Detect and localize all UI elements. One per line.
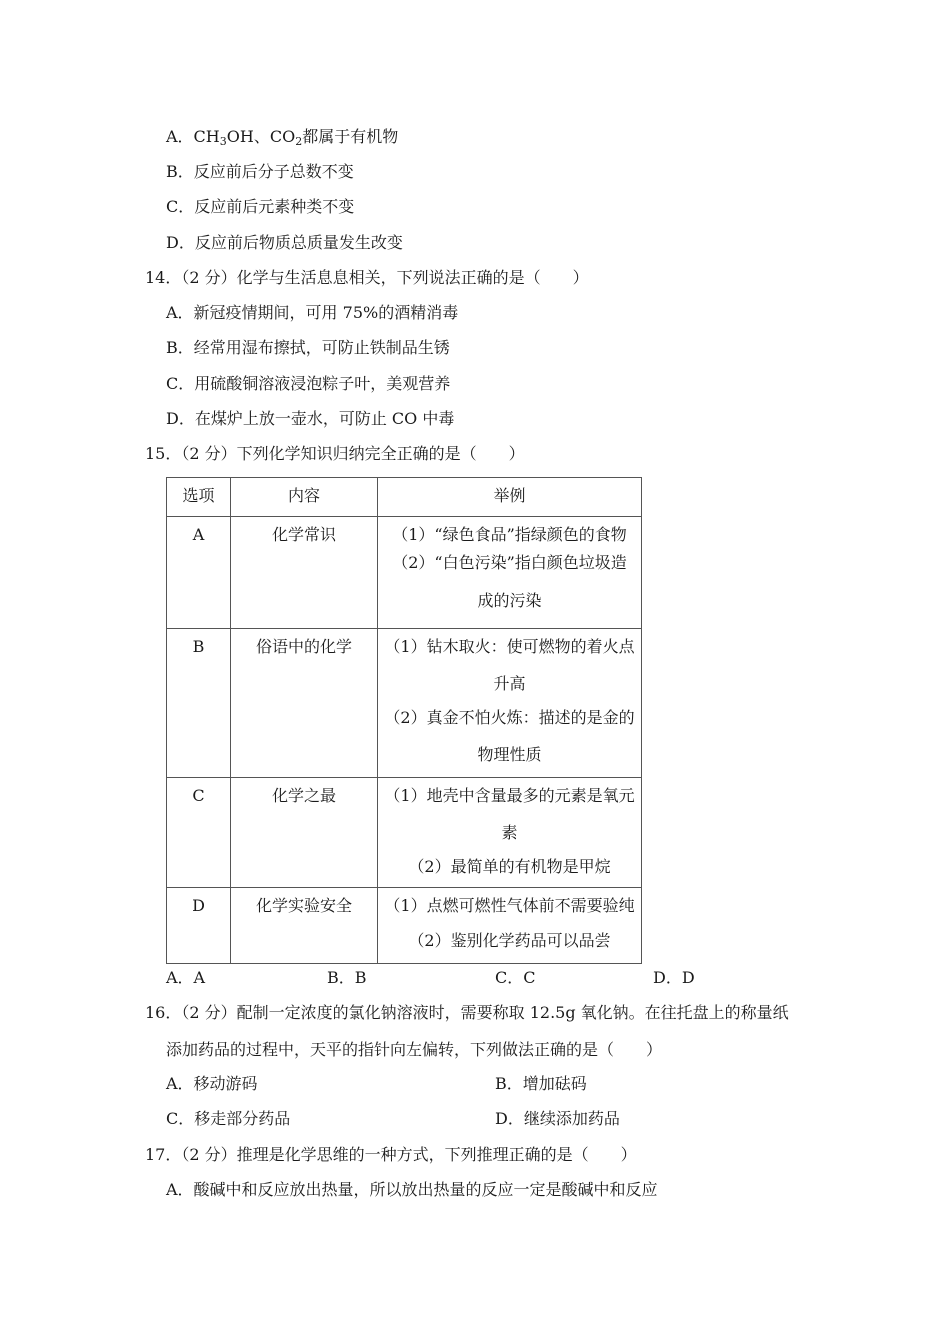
q15-stem: 15．（2 分）下列化学知识归纳完全正确的是（ ） <box>145 444 525 463</box>
table-row <box>167 629 642 778</box>
example-line: 成的污染 <box>477 591 542 610</box>
example-line: （1）点燃可燃性气体前不需要验纯 <box>384 896 635 915</box>
example-line: （2）鉴别化学药品可以品尝 <box>408 931 611 950</box>
example-line: （2）真金不怕火炼：描述的是金的 <box>384 708 635 727</box>
header-example: 举例 <box>378 478 642 517</box>
q13-option-c: C．反应前后元素种类不变 <box>166 197 355 216</box>
example-line: 物理性质 <box>477 745 542 764</box>
q13-option-b: B．反应前后分子总数不变 <box>166 162 354 181</box>
q15-option-a: A．A <box>166 968 206 987</box>
q14-option-c: C．用硫酸铜溶液浸泡粽子叶，美观营养 <box>166 374 451 393</box>
row-examples <box>378 778 642 888</box>
row-examples <box>378 517 642 629</box>
row-examples <box>378 888 642 964</box>
row-option: B <box>167 629 231 778</box>
q16-option-a: A．移动游码 <box>166 1074 258 1093</box>
q16-stem-line2: 添加药品的过程中，天平的指针向左偏转，下列做法正确的是（ ） <box>166 1040 663 1059</box>
example-line: 升高 <box>493 674 526 693</box>
q13-option-d: D．反应前后物质总质量发生改变 <box>166 233 403 252</box>
q17-option-a: A．酸碱中和反应放出热量，所以放出热量的反应一定是酸碱中和反应 <box>166 1180 658 1199</box>
q14-option-b: B．经常用湿布擦拭，可防止铁制品生锈 <box>166 338 450 357</box>
row-content: 化学常识 <box>231 517 378 629</box>
header-option: 选项 <box>167 478 231 517</box>
example-line: （2）最简单的有机物是甲烷 <box>408 857 611 876</box>
table-row <box>167 778 642 888</box>
q14-option-d: D．在煤炉上放一壶水，可防止 CO 中毒 <box>166 409 455 428</box>
row-option: D <box>167 888 231 964</box>
example-line: 素 <box>501 823 518 842</box>
example-line: （1）“绿色食品”指绿颜色的食物 <box>392 525 627 544</box>
header-content: 内容 <box>231 478 378 517</box>
q14-option-a: A．新冠疫情期间，可用 75%的酒精消毒 <box>166 303 459 322</box>
q14-stem: 14．（2 分）化学与生活息息相关，下列说法正确的是（ ） <box>145 268 589 287</box>
q15-option-c: C．C <box>495 968 536 987</box>
row-examples <box>378 629 642 778</box>
q16-option-d: D．继续添加药品 <box>495 1109 620 1128</box>
row-content: 化学实验安全 <box>231 888 378 964</box>
q17-stem: 17．（2 分）推理是化学思维的一种方式，下列推理正确的是（ ） <box>145 1145 637 1164</box>
q16-stem-line1: 16．（2 分）配制一定浓度的氯化钠溶液时，需要称取 12.5g 氧化钠。在往托盘上的称量纸 <box>145 1003 789 1022</box>
q13-option-a: A．$CH_3OH$、$CO_2$都属于有机物 <box>166 127 399 148</box>
example-line: （2）“白色污染”指白颜色垃圾造 <box>392 553 627 572</box>
q16-option-c: C．移走部分药品 <box>166 1109 291 1128</box>
q15-option-d: D．D <box>653 968 695 987</box>
row-option: A <box>167 517 231 629</box>
row-content: 俗语中的化学 <box>231 629 378 778</box>
q15-option-b: B．B <box>327 968 367 987</box>
example-line: （1）地壳中含量最多的元素是氧元 <box>384 786 635 805</box>
example-line: （1）钻木取火：使可燃物的着火点 <box>384 637 635 656</box>
row-content: 化学之最 <box>231 778 378 888</box>
table-row <box>167 517 642 629</box>
row-option: C <box>167 778 231 888</box>
table-header-row <box>167 478 642 517</box>
q16-option-b: B．增加砝码 <box>495 1074 587 1093</box>
table-row <box>167 888 642 964</box>
knowledge-table <box>166 477 642 964</box>
